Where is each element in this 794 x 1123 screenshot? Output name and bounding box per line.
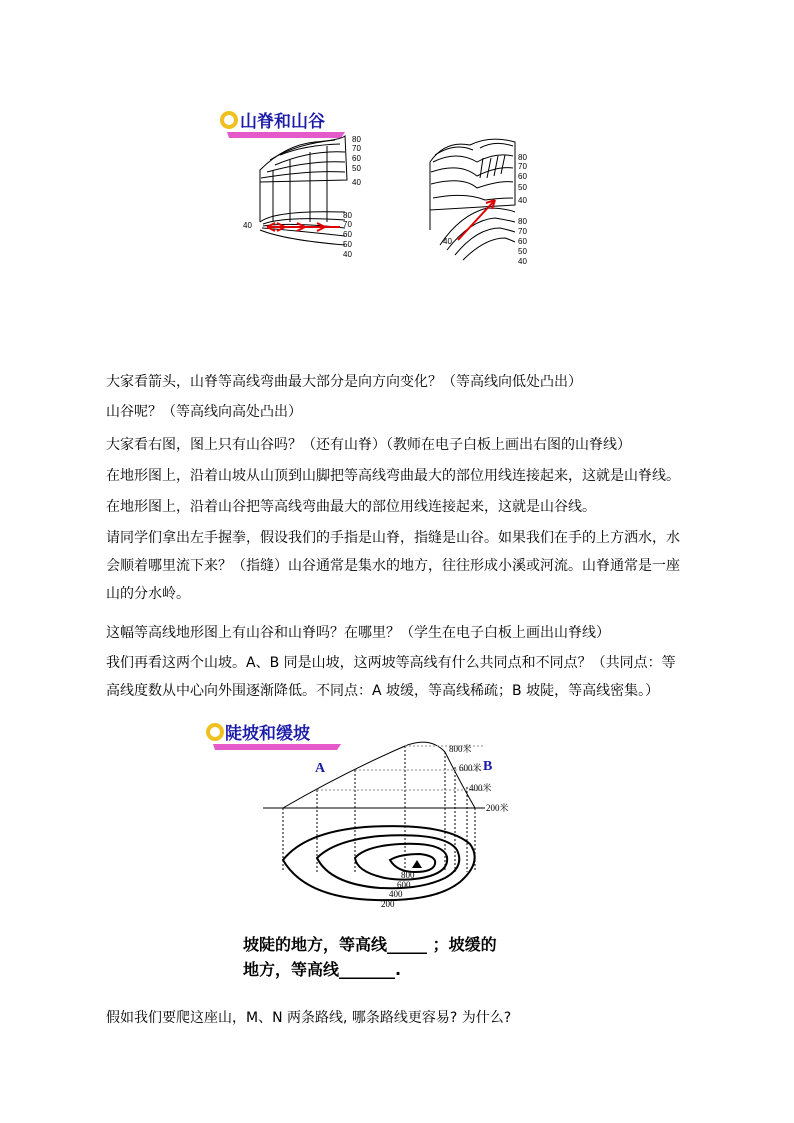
svg-text:50: 50 xyxy=(343,240,352,249)
paragraph-map-question: 这幅等高线地形图上有山谷和山脊吗？在哪里？（学生在电子白板上画出山脊线） xyxy=(106,625,610,641)
slope-profile xyxy=(263,742,485,872)
svg-text:200: 200 xyxy=(381,899,395,909)
slope-label-a: A xyxy=(315,761,326,776)
slope-banner xyxy=(206,718,341,750)
paragraph-right-figure: 大家看右图，图上只有山谷吗？（还有山脊）（教师在电子白板上画出右图的山脊线） xyxy=(106,437,631,453)
svg-text:400: 400 xyxy=(389,889,403,899)
contour-map xyxy=(283,826,475,900)
svg-text:60: 60 xyxy=(518,172,527,181)
svg-text:80: 80 xyxy=(343,211,352,220)
ridge-arrows xyxy=(267,223,340,231)
svg-text:40: 40 xyxy=(443,237,452,246)
ridge-valley-figure xyxy=(215,100,555,275)
slope-title: 陡坡和缓坡 xyxy=(225,724,310,744)
slope-label-b: B xyxy=(483,759,493,774)
paragraph-valley-question: 山谷呢？（等高线向高处凸出） xyxy=(106,404,302,420)
svg-text:600米: 600米 xyxy=(459,763,482,773)
svg-text:70: 70 xyxy=(352,144,361,153)
final-question: 假如我们要爬这座山，M、N 两条路线, 哪条路线更容易? 为什么? xyxy=(106,1010,512,1026)
svg-text:600: 600 xyxy=(397,880,411,890)
contour-labels xyxy=(381,870,415,909)
svg-text:60: 60 xyxy=(343,230,352,239)
svg-text:70: 70 xyxy=(518,162,527,171)
ridge-valley-banner xyxy=(220,108,345,138)
paragraph-fist-analogy: 请同学们拿出左手握拳，假设我们的手指是山脊，指缝是山谷。如果我们在手的上方洒水，水会顺着哪里流下来？（指缝）山谷通常是集水的地方，往往形成小溪或河流。山脊通常是一座山的分水岭。 xyxy=(106,530,680,602)
svg-text:40: 40 xyxy=(518,257,527,266)
svg-text:40: 40 xyxy=(243,221,252,230)
paragraph-ridge-line-definition: 在地形图上，沿着山坡从山顶到山脚把等高线弯曲最大的部位用线连接起来，这就是山脊线。 xyxy=(106,468,680,484)
svg-text:200米: 200米 xyxy=(486,803,509,813)
summit-marker xyxy=(412,860,422,868)
ridge-top-labels xyxy=(352,135,361,187)
svg-text:50: 50 xyxy=(352,164,361,173)
slope-caption-line2: 地方，等高线_______. xyxy=(243,960,402,979)
paragraph-slope-comparison: 我们再看这两个山坡。A、B 同是山坡，这两坡等高线有什么共同点和不同点？（共同点：等高线度数从中心向外围逐渐降低。不同点：A 坡缓，等高线稀疏；B 坡陡，等高线密集。） xyxy=(106,655,676,699)
svg-text:40: 40 xyxy=(518,196,527,205)
svg-text:40: 40 xyxy=(352,178,361,187)
ridge-valley-title: 山脊和山谷 xyxy=(240,112,325,132)
svg-text:70: 70 xyxy=(518,227,527,236)
slope-caption-line1: 坡陡的地方，等高线_____ ；坡缓的 xyxy=(243,935,497,954)
svg-text:800米: 800米 xyxy=(449,744,472,754)
paragraph-valley-line-definition: 在地形图上，沿着山谷把等高线弯曲最大的部位用线连接起来，这就是山谷线。 xyxy=(106,499,596,515)
svg-text:50: 50 xyxy=(518,247,527,256)
svg-text:80: 80 xyxy=(518,153,527,162)
paragraph-arrow-question: 大家看箭头，山脊等高线弯曲最大部分是向方向变化？（等高线向低处凸出） xyxy=(106,374,582,390)
svg-text:50: 50 xyxy=(518,183,527,192)
valley-arrow xyxy=(458,200,495,240)
valley-top-labels xyxy=(518,153,527,205)
svg-text:800: 800 xyxy=(401,870,415,880)
svg-text:40: 40 xyxy=(343,250,352,259)
slope-figure xyxy=(205,712,550,987)
svg-text:70: 70 xyxy=(343,220,352,229)
svg-text:60: 60 xyxy=(352,154,361,163)
svg-text:80: 80 xyxy=(352,135,361,144)
svg-text:60: 60 xyxy=(518,237,527,246)
svg-text:80: 80 xyxy=(518,217,527,226)
svg-text:400米: 400米 xyxy=(469,783,492,793)
